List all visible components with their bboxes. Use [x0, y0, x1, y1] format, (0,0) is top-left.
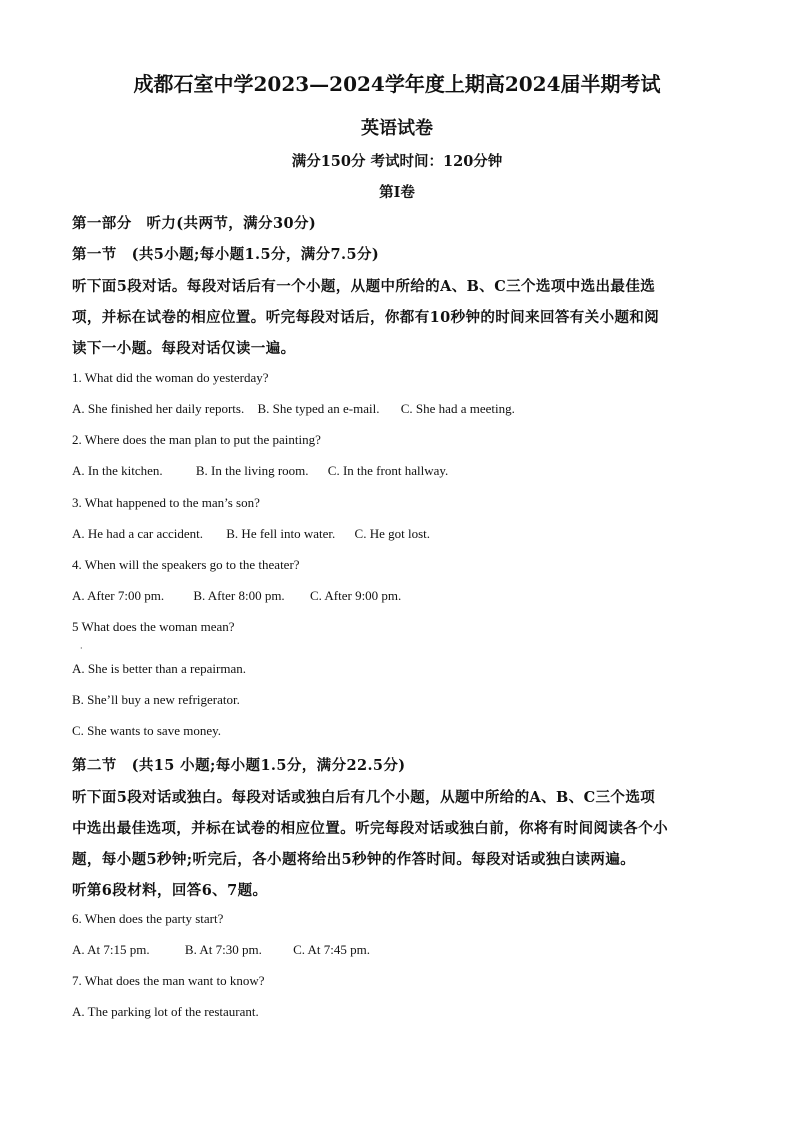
question-1: 1. What did the woman do yesterday?	[72, 370, 269, 385]
exam-title: 成都石室中学2023—2024学年度上期高2024届半期考试	[133, 72, 661, 96]
question-3: 3. What happened to the man’s son?	[72, 495, 260, 510]
question-6-options	[72, 942, 370, 958]
option-a: A. He had a car accident.	[72, 526, 204, 541]
option-a: A. In the kitchen.	[72, 463, 163, 478]
section2-instruction-line: 题，每小题5秒钟;听完后，各小题将给出5秒钟的作答时间。每段对话或独白读两遍。	[72, 851, 636, 868]
option-b: B. After 8:00 pm.	[193, 588, 285, 603]
question-5: 5 What does the woman mean?	[72, 619, 235, 634]
option-b: B. In the living room.	[195, 463, 309, 478]
section2-instruction-line: 听下面5段对话或独白。每段对话或独白后有几个小题，从题中所给的A、B、C三个选项	[72, 789, 656, 806]
question-5-option-c: C. She wants to save money.	[72, 723, 221, 738]
part1-heading: 第一部分 听力(共两节，满分30分)	[72, 215, 317, 232]
section1-instruction-line: 听下面5段对话。每段对话后有一个小题，从题中所给的A、B、C三个选项中选出最佳选	[72, 278, 656, 295]
option-c: C. She had a meeting.	[400, 401, 515, 416]
question-2: 2. Where does the man plan to put the painting?	[72, 432, 321, 447]
option-a: A. After 7:00 pm.	[72, 588, 165, 603]
option-c: C. At 7:45 pm.	[293, 942, 371, 957]
exam-info: 满分150分 考试时间：120分钟	[291, 153, 503, 170]
option-b: B. She typed an e-mail.	[257, 401, 380, 416]
section1-instruction-line: 读下一小题。每段对话仅读一遍。	[72, 340, 296, 357]
option-a: A. At 7:15 pm.	[72, 942, 150, 957]
section2-heading: 第二节 (共15 小题;每小题1.5分，满分22.5分)	[72, 757, 406, 774]
section1-instruction-line: 项，并标在试卷的相应位置。听完每段对话后，你都有10秒钟的时间来回答有关小题和阅	[72, 309, 660, 326]
option-c: C. In the front hallway.	[327, 463, 449, 478]
question-2-options	[72, 463, 448, 479]
material-label: 听第6段材料，回答6、7题。	[72, 882, 268, 899]
section2-instruction-line: 中选出最佳选项，并标在试卷的相应位置。听完每段对话或独白前，你将有时间阅读各个小	[72, 820, 668, 837]
question-5-option-a: A. She is better than a repairman.	[72, 661, 246, 676]
exam-subject: 英语试卷	[361, 118, 433, 139]
question-1-options	[72, 401, 515, 417]
question-5-option-b: B. She’ll buy a new refrigerator.	[72, 692, 240, 707]
option-c: C. He got lost.	[354, 526, 431, 541]
question-4-options	[72, 588, 401, 604]
question-4: 4. When will the speakers go to the theater?	[72, 557, 300, 572]
question-7: 7. What does the man want to know?	[72, 973, 265, 988]
question-3-options	[72, 526, 430, 542]
option-b: B. At 7:30 pm.	[184, 942, 262, 957]
question-7-option-a: A. The parking lot of the restaurant.	[72, 1004, 259, 1019]
question-6: 6. When does the party start?	[72, 911, 224, 926]
stray-dot: ·	[80, 644, 83, 653]
volume-label: 第I卷	[379, 184, 415, 201]
section1-heading: 第一节 (共5小题;每小题1.5分，满分7.5分)	[72, 246, 380, 263]
option-c: C. After 9:00 pm.	[309, 588, 402, 603]
option-a: A. She finished her daily reports.	[72, 401, 245, 416]
option-b: B. He fell into water.	[226, 526, 336, 541]
